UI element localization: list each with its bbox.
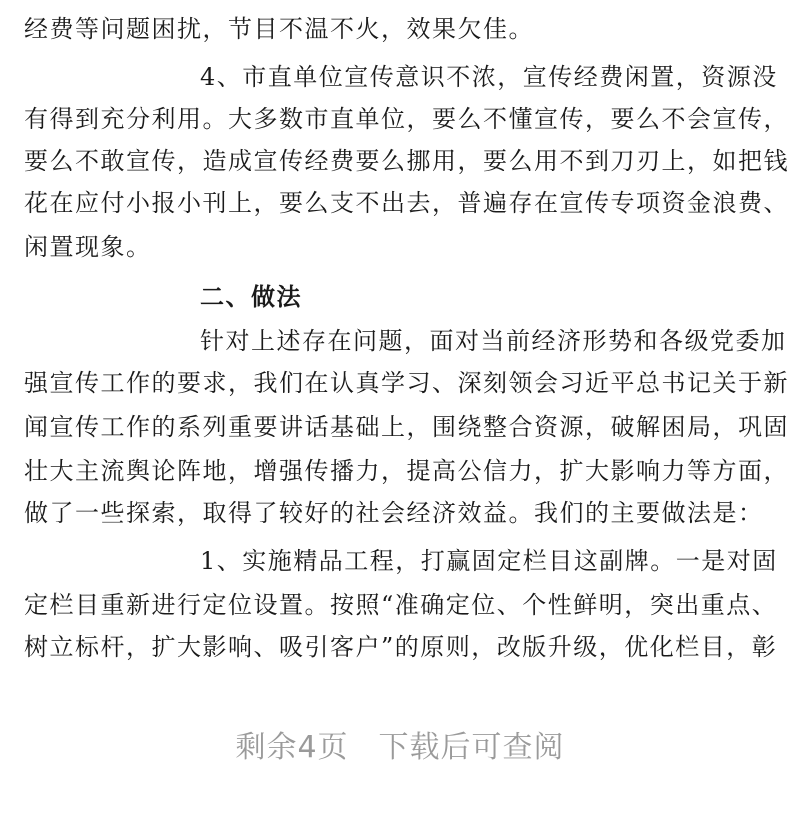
text-line: 花在应付小报小刊上，要么支不出去，普遍存在宣传专项资金浪费、 [24,189,789,217]
download-prompt[interactable] [0,722,800,766]
text-line: 4、市直单位宣传意识不浓，宣传经费闲置，资源没 [200,63,778,91]
text-line: 强宣传工作的要求，我们在认真学习、深刻领会习近平总书记关于新 [24,369,789,397]
text-line: 闲置现象。 [24,233,152,261]
text-line: 闻宣传工作的系列重要讲话基础上，围绕整合资源，破解困局，巩固 [24,413,789,441]
text-line: 要么不敢宣传，造成宣传经费要么挪用，要么用不到刀刃上，如把钱 [24,147,789,175]
text-line: 壮大主流舆论阵地，增强传播力，提高公信力，扩大影响力等方面， [24,457,789,485]
text-line: 经费等问题困扰，节目不温不火，效果欠佳。 [24,15,534,43]
text-line: 树立标杆，扩大影响、吸引客户”的原则，改版升级，优化栏目，彰 [24,633,778,661]
text-line: 1、实施精品工程，打赢固定栏目这副牌。一是对固 [200,547,778,575]
download-to-view-label: 下载后可查阅 [378,730,565,765]
section-heading: 二、做法 [200,283,302,311]
text-line: 做了一些探索，取得了较好的社会经济效益。我们的主要做法是： [24,499,764,527]
text-line: 定栏目重新进行定位设置。按照“准确定位、个性鲜明，突出重点、 [24,591,778,619]
text-line: 针对上述存在问题，面对当前经济形势和各级党委加 [200,327,787,355]
text-line: 有得到充分利用。大多数市直单位，要么不懂宣传，要么不会宣传， [24,105,789,133]
remaining-pages-label: 剩余4页 [235,730,349,765]
